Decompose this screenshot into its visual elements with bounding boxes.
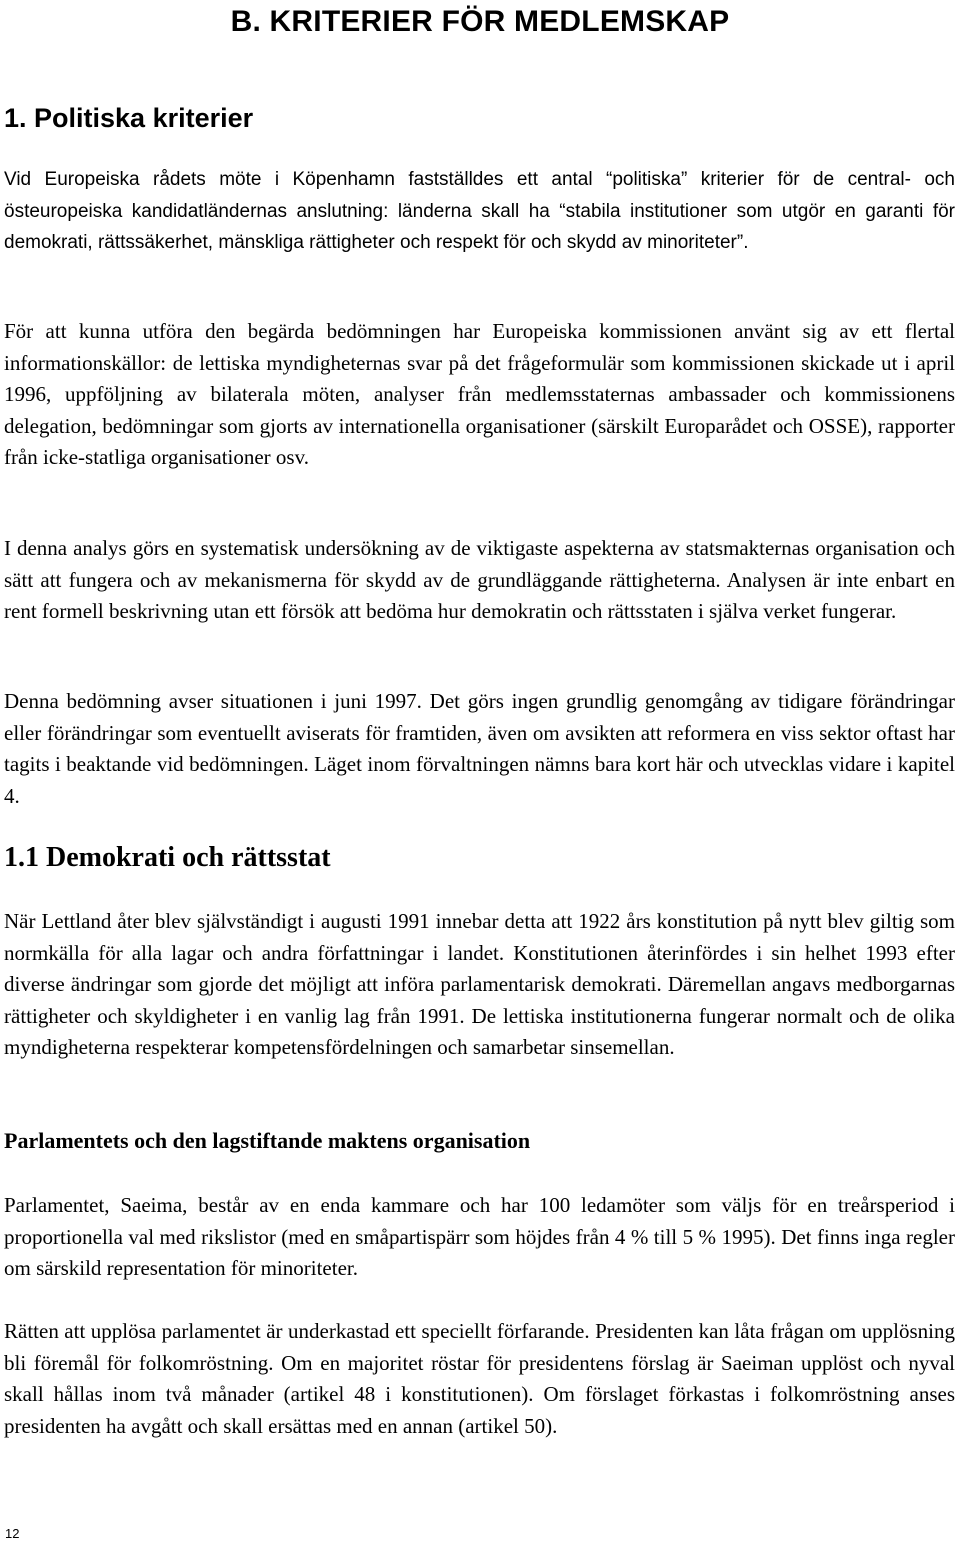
page-number: 12 bbox=[5, 1526, 20, 1541]
chapter-title: B. KRITERIER FÖR MEDLEMSKAP bbox=[230, 5, 730, 38]
subsection-title: 1.1 Demokrati och rättsstat bbox=[4, 842, 331, 873]
paragraph-information-sources: För att kunna utföra den begärda bedömningen har Europeiska kommissionen använt sig av ett flertal informationskällor: de lettiska myndigheternas svar på det frågeformulär som kommissionen skickade ut i april 1996, uppföljning av bilaterala möten, analyser från medlemsstaternas ambassader och kommissionens delegation, bedömningar som gjorts av internationella organisationer (särskilt Europarådet och OSSE), rapporter från icke-statliga organisationer osv. bbox=[4, 319, 955, 470]
paragraph-assessment-date: Denna bedömning avser situationen i juni 1997. Det görs ingen grundlig genomgång av tidigare förändringar eller förändringar som eventuellt aviserats för framtiden, även om avsikten att reformera en viss sektor oftast har tagits i beaktande vid bedömningen. Läget inom förvaltningen nämns bara kort här och utvecklas vidare i kapitel 4. bbox=[4, 689, 955, 808]
subheading-parliament: Parlamentets och den lagstiftande maktens organisation bbox=[4, 1128, 531, 1153]
paragraph-constitution: När Lettland åter blev självständigt i augusti 1991 innebar detta att 1922 års konstitution på nytt blev giltig som normkälla för alla lagar och andra författningar i landet. Konstitutionen återinfördes i sin helhet 1993 efter diverse ändringar som gjorde det möjligt att införa parlamentarisk demokrati. Däremellan angavs medborgarnas rättigheter och skyldigheter i en vanlig lag från 1991. De lettiska institutionerna fungerar normalt och de olika myndigheterna respekterar kompetensfördelningen och samarbetar sinsemellan. bbox=[4, 909, 955, 1060]
paragraph-dissolution: Rätten att upplösa parlamentet är underkastad ett speciellt förfarande. Presidenten kan låta frågan om upplösning bli föremål för folkomröstning. Om en majoritet röstar för presidentens förslag är Saeiman upplöst och nyval skall hållas inom två månader (artikel 48 i konstitutionen). Om förslaget förkastas i folkomröstning anses presidenten ha avgått och skall ersättas med en annan (artikel 50). bbox=[4, 1319, 955, 1438]
paragraph-analysis-scope: I denna analys görs en systematisk undersökning av de viktigaste aspekterna av statsmakternas organisation och sätt att fungera och av mekanismerna för skydd av de grundläggande rättigheterna. Analysen är inte enbart en rent formell beskrivning utan ett försök att bedöma hur demokratin och rättsstaten i själva verket fungerar. bbox=[4, 536, 955, 624]
section-title: 1. Politiska kriterier bbox=[4, 103, 254, 133]
paragraph-saeima: Parlamentet, Saeima, består av en enda kammare och har 100 ledamöter som väljs för en treårsperiod i proportionella val med rikslistor (med en småpartispärr som höjdes från 4 % till 5 % 1995). Det finns inga regler om särskild representation för minoriteter. bbox=[4, 1193, 955, 1281]
paragraph-political-criteria: Vid Europeiska rådets möte i Köpenhamn fastställdes ett antal “politiska” kriterier för de central- och östeuropeiska kandidatländernas anslutning: länderna skall ha “stabila institutioner som utgör en garanti för demokrati, rättssäkerhet, mänskliga rättigheter och respekt för och skydd av minoriteter”. bbox=[4, 169, 955, 254]
